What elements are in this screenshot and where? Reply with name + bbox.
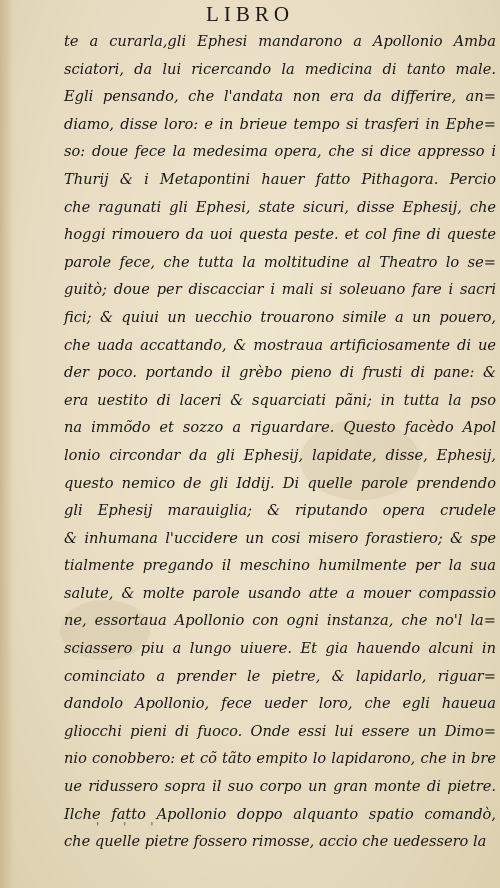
text-line: ne, essortaua Apollonio con ogni instanza, che no'l la= bbox=[64, 612, 496, 630]
text-line: cominciato a prender le pietre, & lapidarlo, riguar= bbox=[64, 667, 496, 685]
text-line: era uestito di laceri & squarciati pãni; in tutta la pso bbox=[64, 391, 496, 409]
text-block bbox=[64, 28, 496, 856]
running-head: LIBRO bbox=[206, 2, 294, 26]
text-line: sciatori, da lui ricercando la medicina di tanto male. bbox=[64, 60, 496, 78]
text-line: hoggi rimouero da uoi questa peste. et col fine di queste bbox=[64, 226, 496, 244]
text-line: der poco. portando il grèbo pieno di frusti di pane: & bbox=[64, 364, 496, 382]
text-line: diamo, disse loro: e in brieue tempo si trasferi in Ephe= bbox=[64, 115, 496, 133]
bleed-through-marks: ' ' ' bbox=[96, 820, 164, 834]
text-line: tialmente pregando il meschino humilmente per la sua bbox=[64, 557, 496, 575]
text-line: Thurij & i Metapontini hauer fatto Pithagora. Percio bbox=[64, 170, 496, 188]
page-gutter-shadow bbox=[0, 0, 14, 888]
text-line: Ilche fatto Apollonio doppo alquanto spatio comandò, bbox=[64, 805, 496, 823]
text-line: lonio circondar da gli Ephesij, lapidate, disse, Ephesij, bbox=[64, 446, 496, 464]
text-line: dandolo Apollonio, fece ueder loro, che egli haueua bbox=[64, 695, 496, 713]
text-line: che ragunati gli Ephesi, state sicuri, disse Ephesij, che bbox=[64, 198, 496, 216]
text-line: na immõdo et sozzo a riguardare. Questo facèdo Apol bbox=[64, 419, 496, 437]
text-line: gliocchi pieni di fuoco. Onde essi lui essere un Dimo= bbox=[64, 722, 496, 740]
text-line: Egli pensando, che l'andata non era da differire, an= bbox=[64, 88, 496, 106]
text-line: salute, & molte parole usando atte a mouer compassio bbox=[64, 584, 496, 602]
text-line: fici; & quiui un uecchio trouarono simile a un pouero, bbox=[64, 308, 496, 326]
text-line: nio conobbero: et cõ tãto empito lo lapidarono, che in bre bbox=[64, 750, 496, 768]
text-line: parole fece, che tutta la moltitudine al Theatro lo se= bbox=[64, 253, 496, 271]
text-line: ue ridussero sopra il suo corpo un gran monte di pietre. bbox=[64, 778, 496, 796]
text-line: sciassero piu a lungo uiuere. Et gia hauendo alcuni in bbox=[64, 640, 496, 658]
text-line: che uada accattando, & mostraua artificiosamente di ue bbox=[64, 336, 496, 354]
text-line: che quelle pietre fossero rimosse, accio che uedessero la bbox=[64, 833, 487, 851]
text-line: gli Ephesij marauiglia; & riputando opera crudele bbox=[64, 502, 496, 520]
text-line: questo nemico de gli Iddij. Di quelle parole prendendo bbox=[64, 474, 496, 492]
text-line: te a curarla,gli Ephesi mandarono a Apollonio Amba bbox=[64, 33, 496, 50]
text-line: & inhumana l'uccidere un cosi misero forastiero; & spe bbox=[64, 529, 496, 547]
text-line: so: doue fece la medesima opera, che si dice appresso i bbox=[64, 143, 496, 161]
text-line: guitò; doue per discacciar i mali si soleuano fare i sacri bbox=[64, 281, 496, 299]
